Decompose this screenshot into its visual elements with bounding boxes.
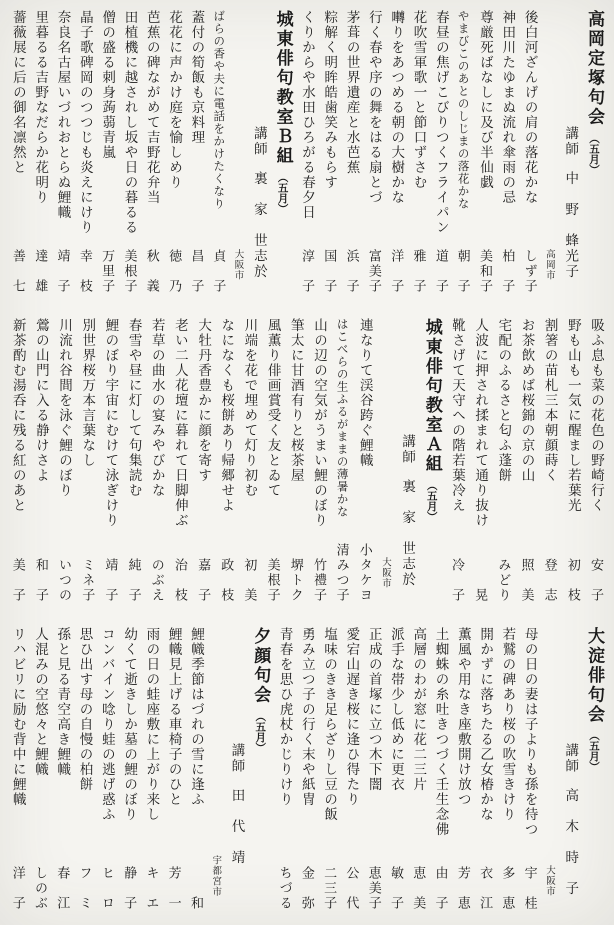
section-lecturer (563, 627, 577, 897)
haiku-column (389, 10, 403, 296)
haiku-author: 洋 子 (9, 865, 25, 911)
haiku-author: 登 志 (541, 557, 557, 603)
section-title (274, 10, 291, 214)
section-city (211, 855, 221, 913)
haiku-text: 筆太に甘酒有りと桜茶屋 (287, 318, 304, 484)
haiku-column (33, 10, 47, 296)
haiku-author: 洋 子 (388, 249, 404, 295)
haiku-column (542, 318, 556, 604)
haiku-text: 囀りをあつめる朝の大樹かな (388, 10, 405, 205)
haiku-text: 愛宕山遅き桜に逢ひ得たり (343, 626, 360, 807)
haiku-column (522, 627, 536, 913)
haiku-author: 芳 一 (165, 865, 181, 911)
haiku-column (344, 10, 358, 296)
haiku-author: 衣 江 (477, 865, 493, 911)
haiku-text: 若鷲の碑あり桜の吹雪きけり (499, 626, 516, 822)
section-lecturer (400, 318, 414, 588)
haiku-text: 薫風や用なき座敷開け放つ (454, 626, 471, 807)
haiku-text: お茶飲めば桜錦の京の山 (518, 318, 535, 484)
haiku-author: 初 美 (241, 557, 257, 603)
haiku-text: 行く春や序の舞をはる扇とづ (365, 10, 382, 205)
haiku-text: 人混みの空悠々と鯉幟 (31, 626, 48, 777)
haiku-column (478, 627, 492, 913)
haiku-author: 敏 子 (387, 865, 403, 911)
haiku-column (10, 627, 24, 913)
haiku-column (144, 627, 158, 913)
haiku-column (122, 10, 136, 296)
haiku-text: 大牡丹香豊かに顔を寄す (195, 318, 212, 484)
haiku-author: 多 恵 (499, 865, 515, 911)
haiku-author: 照 美 (518, 557, 534, 603)
section-month: （五月） (588, 730, 600, 773)
haiku-text: 高層のわが窓に花二三片 (410, 626, 427, 792)
haiku-author: 柏 子 (499, 249, 515, 295)
haiku-author: 和 子 (32, 557, 48, 603)
haiku-author: 万里子 (99, 249, 115, 295)
haiku-text: リハビリに励む背中に鯉幟 (9, 626, 26, 807)
haiku-author: ヒ ロ (98, 865, 114, 911)
haiku-column (103, 318, 117, 604)
haiku-text: 花花に声かけ庭を愉しめり (166, 10, 183, 190)
section-city (380, 557, 390, 605)
haiku-text: 風薫り俳画賞受く友とゐて (264, 318, 281, 499)
haiku-column (166, 627, 180, 913)
haiku-author: 竹禮子 (310, 557, 326, 603)
haiku-author: 金 弥 (298, 865, 314, 911)
haiku-text: 田植機に越されし坂や日の暮るる (121, 10, 138, 235)
haiku-column (188, 627, 202, 913)
haiku-column (433, 10, 447, 296)
haiku-column (335, 318, 348, 604)
haiku-text: 土蜘蛛の糸吐きつづく壬生念佛 (432, 626, 449, 837)
lecturer-name: 裏 家 世志於 (250, 171, 267, 280)
lecturer-label: 講師 (562, 742, 579, 774)
lecturer-label: 講師 (399, 434, 416, 466)
haiku-column (265, 318, 279, 604)
haiku-author: 善 七 (9, 249, 25, 295)
haiku-text: 尊厳死ばなしに及び半仙戯 (476, 10, 493, 190)
lecturer-label: 講師 (250, 126, 267, 157)
haiku-column (242, 318, 256, 604)
haiku-column (366, 10, 380, 296)
haiku-author: 二三子 (321, 865, 337, 911)
haiku-column (77, 10, 91, 296)
haiku-column (411, 627, 425, 913)
haiku-author: 浜 子 (343, 249, 359, 295)
haiku-column (189, 10, 203, 296)
haiku-text: 靴さげて天守への階若葉冷え (448, 318, 465, 514)
haiku-column (455, 627, 469, 913)
haiku-text: 派手な帯少し低めに更衣 (387, 626, 404, 792)
haiku-text: 茅葺の世界遺産と水芭蕉 (343, 10, 360, 175)
section-city (233, 249, 243, 297)
haiku-column (288, 318, 302, 604)
section-title (585, 10, 602, 175)
haiku-column (10, 10, 24, 296)
section-title (250, 626, 271, 753)
haiku-author: 恵 美 (410, 865, 426, 911)
section-title (585, 627, 602, 773)
section-month: （五月） (276, 172, 289, 214)
city-name: 宇都宮市 (210, 854, 222, 897)
haiku-author: 冷 子 (448, 557, 464, 603)
haiku-column (100, 10, 114, 296)
haiku-author: 治 枝 (171, 557, 187, 603)
haiku-text: 山の辺の空気がうまい鯉のぼり (310, 318, 327, 529)
haiku-column (277, 627, 291, 913)
city-name: 高岡市 (543, 248, 555, 281)
haiku-column (126, 318, 140, 604)
haiku-text: 孫と見る青空高き鯉幟 (54, 626, 71, 777)
section-title (423, 318, 440, 522)
haiku-column (522, 10, 536, 296)
haiku-author: 嘉 子 (195, 557, 211, 603)
section-title-text: 夕顔句会 (250, 626, 271, 705)
haiku-column (99, 627, 113, 913)
haiku-author: 由 子 (432, 865, 448, 911)
haiku-column (433, 627, 447, 913)
haiku-column (322, 10, 336, 296)
haiku-column (456, 10, 469, 296)
haiku-column (496, 318, 510, 604)
haiku-author: 安 子 (588, 557, 603, 603)
haiku-text: 若草の曲水の宴みやびかな (148, 318, 165, 499)
haiku-text: 川流れ谷間を泳ぐ鯉のぼり (56, 318, 73, 499)
haiku-band-top (0, 0, 614, 308)
section-lecturer (251, 10, 265, 280)
lecturer-name: 中 野 蜂光子 (562, 171, 579, 280)
lecturer-name: 田 代 靖 (228, 787, 245, 866)
haiku-column (122, 627, 136, 913)
haiku-column (411, 10, 425, 296)
haiku-column (357, 318, 371, 604)
haiku-author: キ エ (143, 865, 159, 911)
haiku-author: 靖 子 (54, 249, 70, 295)
haiku-text: 里暮るる吉野なだらか花明り (32, 10, 49, 205)
haiku-text: ばらの香や夫に電話をかけたくなり (212, 10, 227, 210)
haiku-band-bottom (0, 617, 614, 925)
lecturer-label: 講師 (562, 126, 579, 157)
haiku-author: 晃 (472, 587, 488, 603)
haiku-text: 鯉幟見上げる車椅子のひと (165, 626, 182, 807)
haiku-text: 人波に押され揉まれて通り抜け (472, 318, 489, 529)
haiku-author: 春 江 (54, 865, 70, 911)
haiku-author: 美 子 (9, 557, 25, 603)
haiku-author: 靖 子 (102, 557, 118, 603)
haiku-author: 美根子 (121, 249, 137, 295)
haiku-text: 青春を思ひ虎杖かじりけり (276, 626, 293, 807)
section-lecturer (229, 627, 243, 866)
haiku-text: なになくも桜餅あり帰郷せよ (218, 318, 235, 514)
haiku-column (366, 627, 380, 913)
haiku-column (219, 318, 233, 604)
haiku-column (299, 10, 313, 296)
haiku-text: 母の日の妻は子よりも孫を待つ (521, 626, 538, 837)
haiku-author: 宇 桂 (521, 865, 537, 911)
section-month: （五月） (254, 710, 267, 753)
section-month: （五月） (588, 133, 600, 175)
haiku-column (299, 627, 313, 913)
haiku-text: 晶子歌碑岡のつつじも炎えにけり (76, 10, 93, 235)
haiku-text: 新茶酌む湯呑に残る紅のあと (9, 318, 26, 514)
haiku-author: 美和子 (476, 249, 492, 295)
haiku-text: 開かずに落ちたる乙女椿かな (477, 626, 494, 822)
haiku-text: 後白河ざんげの肩の落花かな (521, 10, 538, 205)
section-title-text: 高岡定塚句会 (584, 10, 604, 127)
haiku-author: 朝 子 (454, 249, 470, 295)
haiku-text: 花吹雪軍歌一と節口ずさむ (410, 10, 427, 190)
haiku-author: 静 子 (121, 865, 137, 911)
haiku-author: 恵美子 (365, 865, 381, 911)
haiku-column (144, 10, 158, 296)
haiku-author: 政 枝 (218, 557, 234, 603)
section-title-text: 城東俳句教室Ａ組 (421, 318, 442, 475)
haiku-column (32, 627, 46, 913)
haiku-column (322, 627, 336, 913)
haiku-text: くりからや水田ひろがる春夕日 (298, 10, 315, 220)
haiku-text: 老い二人花壇に暮れて日脚伸ぶ (171, 318, 188, 529)
haiku-author: 公 代 (343, 865, 359, 911)
haiku-text: やまびこのあとのしじまの落花かな (456, 10, 471, 210)
haiku-author: 初 枝 (564, 557, 580, 603)
haiku-author: 道 子 (432, 249, 448, 295)
haiku-text: 野も山も一気に醒まし若葉光 (564, 318, 581, 514)
haiku-text: 思ひ出す母の自慢の柏餅 (76, 626, 93, 792)
section-lecturer (563, 10, 577, 280)
haiku-text: 塩味のきき足らざりし豆の飯 (321, 626, 338, 822)
haiku-author: 小タケヨ (356, 542, 372, 603)
haiku-author: 昌 子 (188, 249, 204, 295)
haiku-author: 芳 恵 (454, 865, 470, 911)
haiku-author: ちづる (276, 865, 292, 911)
city-name: 大阪市 (379, 557, 391, 589)
haiku-text: 神田川たゆまぬ流れ傘雨の忌 (499, 10, 516, 205)
haiku-column (388, 627, 402, 913)
haiku-author: 富美子 (365, 249, 381, 295)
haiku-column (477, 10, 491, 296)
haiku-column (149, 318, 163, 604)
haiku-author: 雅 子 (410, 249, 426, 295)
haiku-text: 蓋付の筍飯も京料理 (188, 10, 205, 145)
haiku-text: 鯉幟季節はづれの雪に逢ふ (187, 626, 204, 807)
city-name: 大阪市 (543, 865, 555, 897)
haiku-column (449, 318, 463, 604)
haiku-text: 奈良名古屋いづれおとらぬ鯉幟 (54, 10, 71, 220)
haiku-column (311, 318, 325, 604)
haiku-column (80, 318, 94, 604)
haiku-text: 雨の日の蛙座敷に上がり来し (143, 626, 160, 822)
haiku-column (344, 627, 358, 913)
haiku-column (10, 318, 24, 604)
haiku-column (55, 627, 69, 913)
haiku-author: フ ミ (76, 865, 92, 911)
haiku-column (210, 10, 227, 296)
lecturer-name: 裏 家 世志於 (399, 479, 416, 588)
haiku-text: 吸ふ息も菜の花色の野崎行く (588, 318, 604, 514)
haiku-author: 秋 義 (143, 249, 159, 295)
haiku-author: のぶえ (148, 557, 164, 603)
haiku-column (473, 318, 487, 604)
haiku-text: 芭蕉の碑ながめて吉野花弁当 (143, 10, 160, 205)
haiku-author: 和 (187, 895, 203, 911)
haiku-band-middle (0, 308, 614, 616)
haiku-text: 鯉のぼり宇宙にむけて泳ぎけり (102, 318, 119, 529)
lecturer-name: 高 木 時 子 (562, 787, 579, 897)
haiku-text: はこべらの生ふるがままの薄暑かな (335, 318, 350, 519)
haiku-author: 国 子 (321, 249, 337, 295)
haiku-column (33, 318, 47, 604)
haiku-author: ミネ子 (79, 557, 95, 603)
haiku-column (519, 318, 533, 604)
haiku-author: 清みつ子 (333, 542, 349, 603)
haiku-text: 宅配のふるさと匂ふ蓬餅 (495, 318, 512, 484)
haiku-text: 薔薇展に后の御名凛然と (9, 10, 26, 175)
haiku-text: 連なりて渓谷跨ぐ鯉幟 (356, 318, 373, 469)
haiku-author: 幸 枝 (76, 249, 92, 295)
haiku-text: 別世界桜万本言葉なし (79, 318, 96, 469)
haiku-column (77, 627, 91, 913)
haiku-text: 正成の首塚に立つ木下闇 (365, 626, 382, 792)
section-title-text: 大淀俳句会 (584, 626, 604, 725)
haiku-column (500, 10, 514, 296)
haiku-column (196, 318, 210, 604)
haiku-column (167, 10, 181, 296)
haiku-author: 純 子 (125, 557, 141, 603)
haiku-text: 割箸の苗札三本朝顔蒔く (541, 318, 558, 484)
haiku-author: みどり (495, 557, 511, 603)
haiku-author: 達 雄 (32, 249, 48, 295)
section-month: （五月） (425, 480, 438, 523)
lecturer-label: 講師 (228, 742, 245, 774)
haiku-text: 僧の盛る刺身蒟蒻青嵐 (99, 10, 116, 160)
haiku-author: 淳 子 (298, 249, 314, 295)
haiku-author: 徳 乃 (166, 249, 182, 295)
city-name: 大阪市 (232, 248, 244, 281)
haiku-author: しず子 (521, 249, 537, 295)
haiku-author: 美根子 (264, 557, 280, 603)
haiku-column (589, 318, 603, 604)
haiku-text: 川端を花で埋めて灯り初む (241, 318, 258, 499)
haiku-text: 鶯の山門に入る静けさよ (32, 318, 49, 484)
haiku-author: 貞 子 (210, 249, 226, 295)
haiku-author: いつの (56, 557, 72, 603)
haiku-text: 春雪や昼に灯して句集読む (125, 318, 142, 499)
haiku-column (565, 318, 579, 604)
haiku-text: 勇み立つ子の行く末や紙冑 (298, 626, 315, 807)
haiku-text: 春昼の焦げこびりつくフライパン (432, 10, 449, 235)
section-city (544, 865, 554, 913)
haiku-author: 堺トク (287, 557, 303, 603)
haiku-column (57, 318, 71, 604)
section-title-text: 城東俳句教室Ｂ組 (272, 10, 293, 166)
haiku-text: コンバイン唸り蛙の逃げ惑ふ (98, 626, 115, 822)
haiku-column (55, 10, 69, 296)
section-city (544, 249, 554, 297)
haiku-text: 粽解く明眸皓歯笑みもらす (321, 10, 338, 190)
haiku-column (500, 627, 514, 913)
haiku-column (172, 318, 186, 604)
haiku-author: しのぶ (31, 865, 47, 911)
haiku-text: 幼くて逝きしか墓の鯉のぼり (121, 626, 138, 822)
